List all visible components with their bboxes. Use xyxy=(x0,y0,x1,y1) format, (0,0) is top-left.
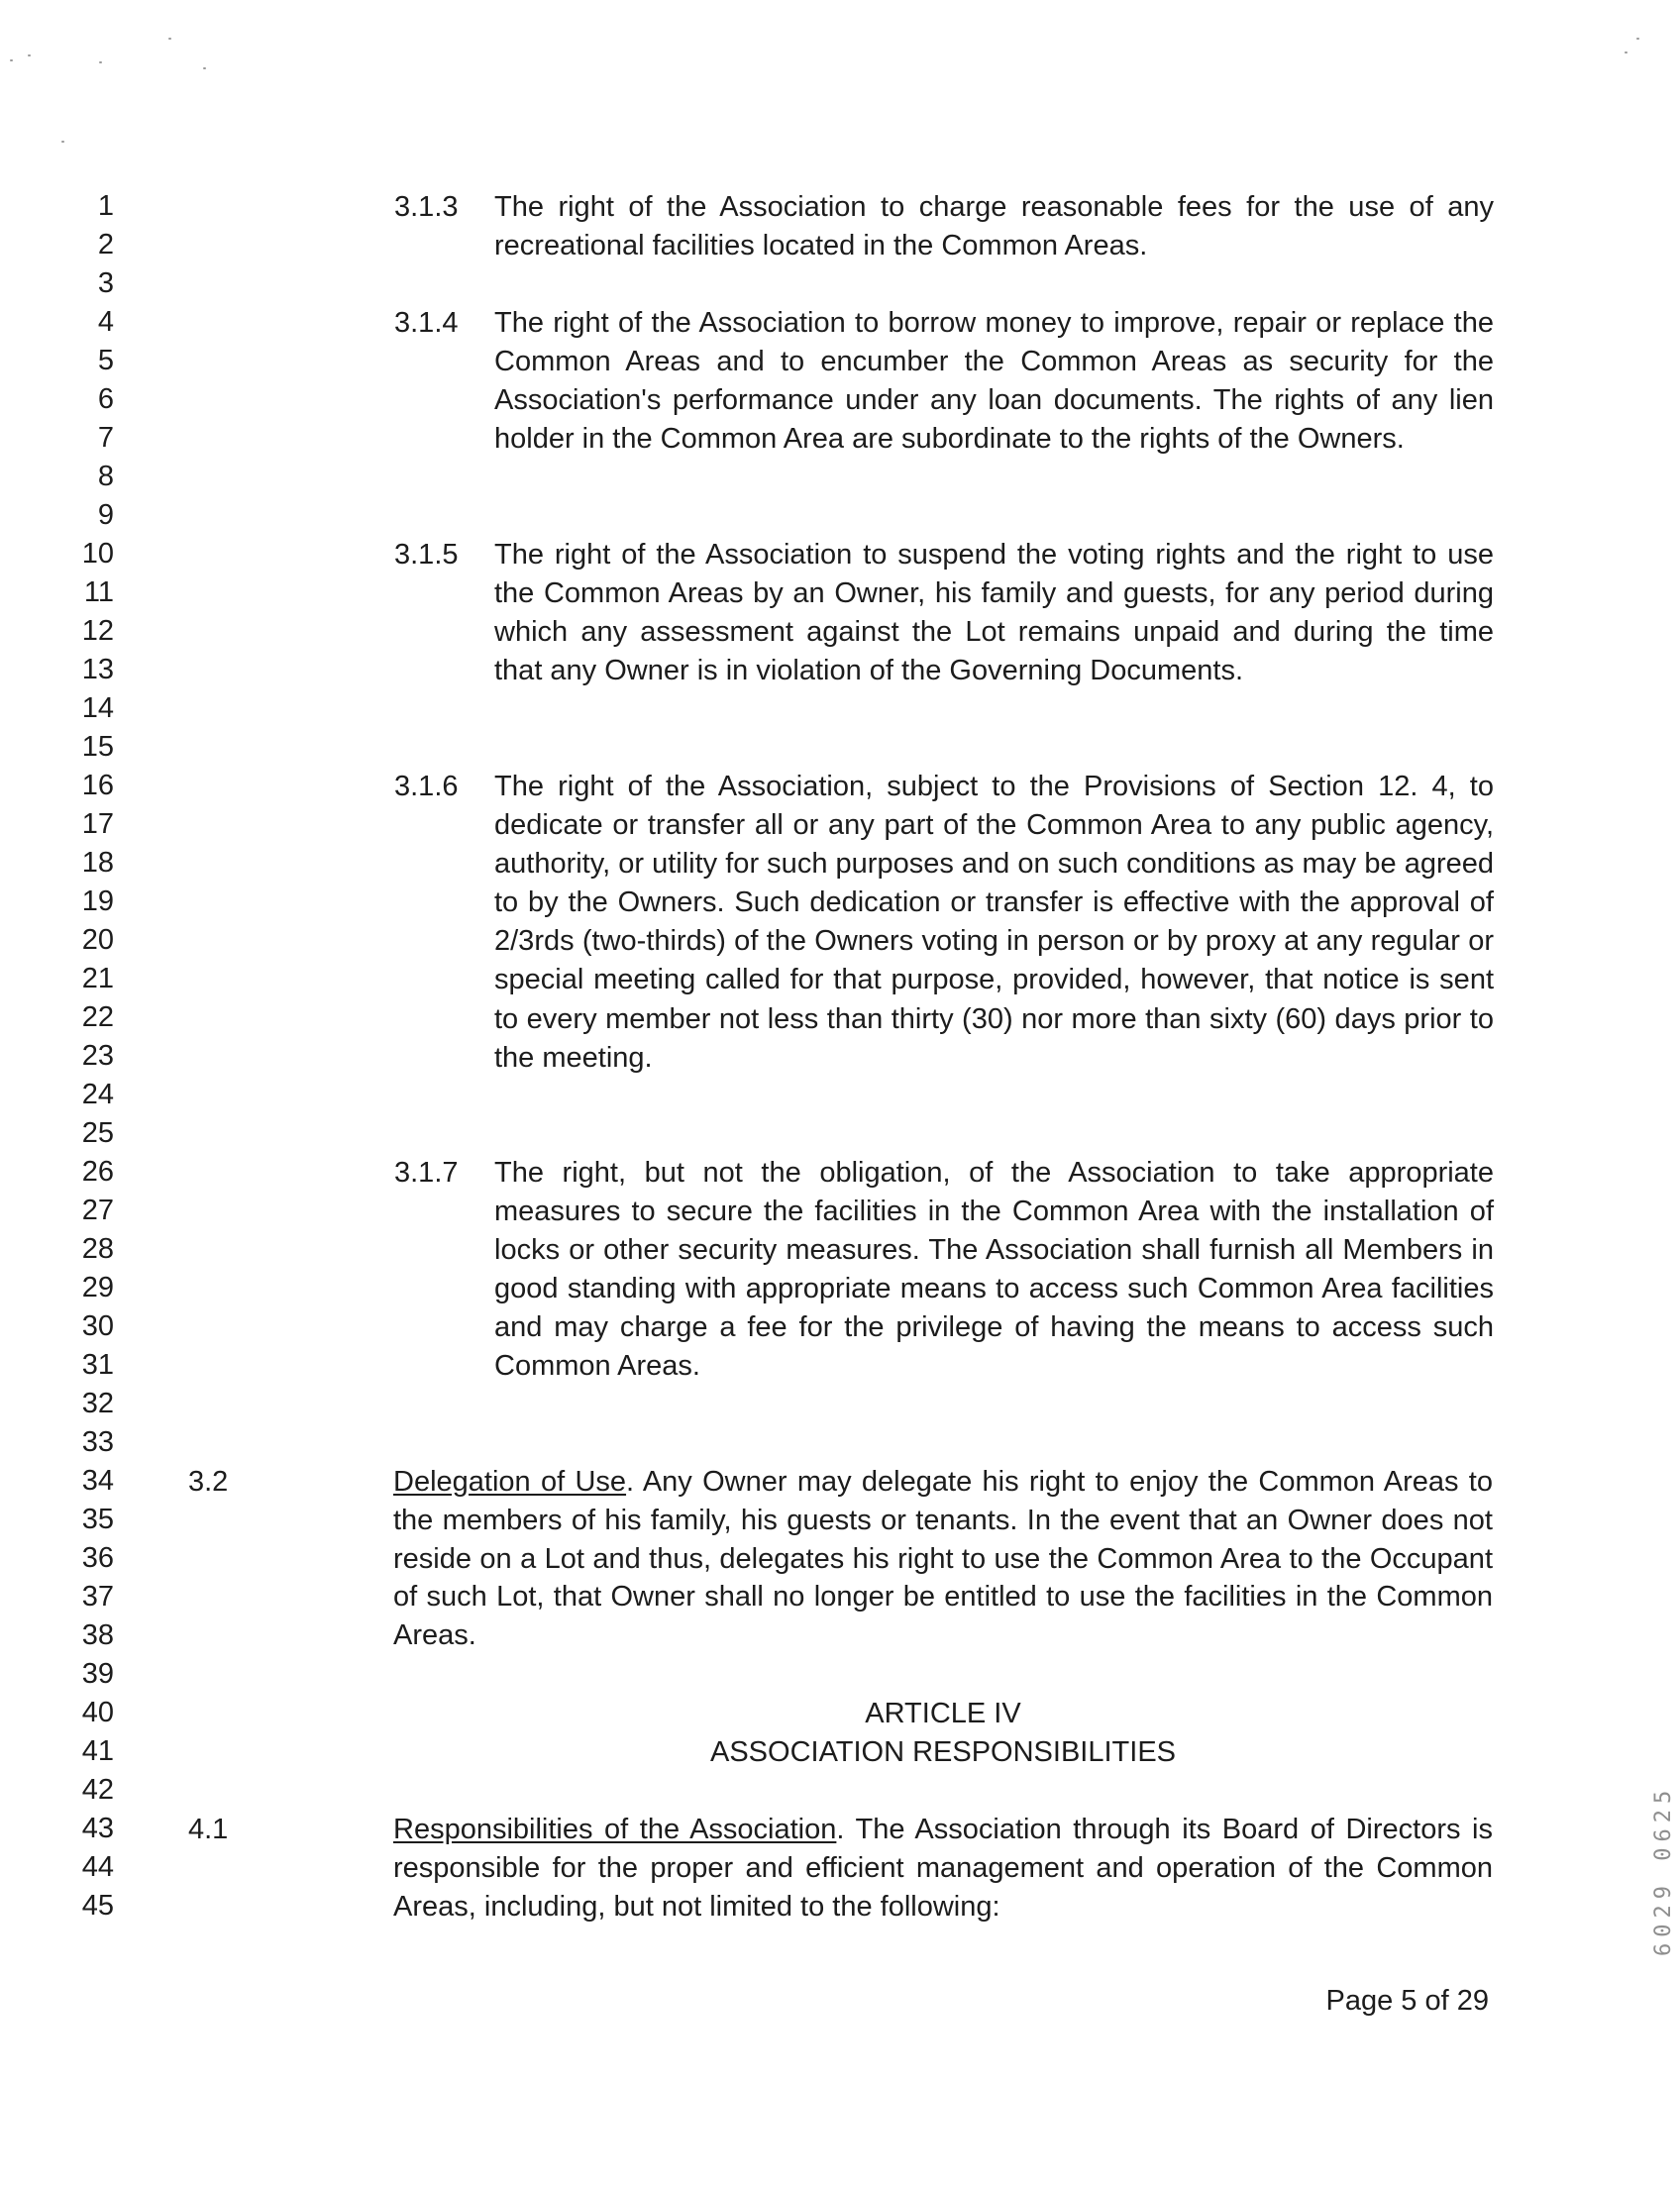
page-number: Page 5 of 29 xyxy=(1325,1985,1489,2017)
line-number: 12 xyxy=(81,615,114,647)
line-number: 25 xyxy=(81,1117,114,1149)
scan-speck xyxy=(1625,52,1628,53)
line-number: 9 xyxy=(97,499,114,531)
scan-speck xyxy=(1636,38,1639,40)
line-number: 39 xyxy=(81,1658,114,1690)
line-number: 14 xyxy=(81,692,114,724)
line-number: 1 xyxy=(97,190,114,222)
subsection-text: The right of the Association to charge reasonable fees for the use of any recreational facilities located in the Common Areas. xyxy=(494,191,1494,262)
recording-stamp: 6029 0625 xyxy=(1651,1784,1676,1956)
scan-speck xyxy=(168,38,171,40)
section-heading-delegation-of-use: Delegation of Use xyxy=(393,1466,627,1498)
line-number: 32 xyxy=(81,1388,114,1419)
section-number-3-2: 3.2 xyxy=(188,1466,229,1498)
line-number: 10 xyxy=(81,538,114,570)
section-text: . The Association through its Board of Directors is responsible for the proper and efficient management and operation of the Common Areas, including, but not limited to the following: xyxy=(393,1814,1494,1923)
line-number: 4 xyxy=(97,306,114,338)
line-number: 24 xyxy=(81,1079,114,1110)
line-number: 17 xyxy=(81,808,114,840)
line-number: 38 xyxy=(81,1619,114,1651)
line-number-column xyxy=(0,0,139,2187)
subsection-text: The right, but not the obligation, of the Association to take appropriate measures to secure the facilities in the Common Area with the installation of locks or other security measures. The Association shall furnish all Members in good standing with appropriate means to access such Common Area facilities and may charge a fee for the privilege of having the means to access such Common Areas. xyxy=(494,1157,1494,1383)
line-number: 11 xyxy=(83,576,114,608)
section-3-2 xyxy=(393,1463,1493,1655)
section-heading-responsibilities: Responsibilities of the Association xyxy=(393,1814,837,1845)
section-4-1 xyxy=(393,1811,1493,1926)
line-number: 8 xyxy=(97,461,114,492)
line-number: 33 xyxy=(81,1426,114,1458)
line-number: 22 xyxy=(81,1001,114,1033)
line-number: 20 xyxy=(81,924,114,956)
line-number: 19 xyxy=(81,885,114,917)
line-number: 13 xyxy=(81,654,114,685)
article-number: ARTICLE IV xyxy=(865,1698,1021,1729)
section-text: . Any Owner may delegate his right to enjoy the Common Areas to the members of his family, his guests or tenants. In the event that an Owner does not reside on a Lot and thus, delegates his right to use the Common Area to the Occupant of such Lot, that Owner shall no longer be entitled to use the facilities in the Common Areas. xyxy=(393,1466,1493,1652)
line-number: 6 xyxy=(97,383,114,415)
line-number: 18 xyxy=(81,847,114,879)
line-number: 43 xyxy=(81,1813,114,1844)
subsection-number: 3.1.4 xyxy=(394,307,459,339)
subsection-text: The right of the Association to borrow money to improve, repair or replace the Common Areas and to encumber the Common Areas as security for the Association's performance under any loan documents. The rights of any lien holder in the Common Area are subordinate to the rights of the Owners. xyxy=(494,307,1494,456)
line-number: 16 xyxy=(81,770,114,801)
line-number: 36 xyxy=(81,1542,114,1574)
line-number: 37 xyxy=(81,1581,114,1613)
subsection-text: The right of the Association to suspend the voting rights and the right to use the Common Areas by an Owner, his family and guests, for any period during which any assessment against the Lot remains unpaid and during the time that any Owner is in violation of the Governing Documents. xyxy=(494,539,1494,687)
line-number: 3 xyxy=(97,267,114,299)
section-number-4-1: 4.1 xyxy=(188,1814,229,1845)
line-number: 30 xyxy=(81,1310,114,1342)
scan-speck xyxy=(203,67,206,69)
subsection-text: The right of the Association, subject to the Provisions of Section 12. 4, to dedicate or transfer all or any part of the Common Area to any public agency, authority, or utility for such purposes and on such conditions as may be agreed to by the Owners. Such dedication or transfer is effective with the approval of 2/3rds (two-thirds) of the Owners voting in person or by proxy at any regular or special meeting called for that purpose, provided, however, that notice is sent to every member not less than thirty (30) nor more than sixty (60) days prior to the meeting. xyxy=(494,771,1494,1074)
line-number: 15 xyxy=(81,731,114,763)
line-number: 28 xyxy=(81,1233,114,1265)
subsection-number: 3.1.6 xyxy=(394,771,459,802)
line-number: 27 xyxy=(81,1195,114,1226)
subsection-number: 3.1.7 xyxy=(394,1157,459,1189)
line-number: 44 xyxy=(81,1851,114,1883)
line-number: 42 xyxy=(81,1774,114,1806)
line-number: 31 xyxy=(81,1349,114,1381)
line-number: 45 xyxy=(81,1890,114,1922)
line-number: 29 xyxy=(81,1272,114,1303)
line-number: 34 xyxy=(81,1465,114,1497)
line-number: 26 xyxy=(81,1156,114,1188)
line-number: 7 xyxy=(97,422,114,454)
subsection-number: 3.1.5 xyxy=(394,539,459,571)
line-number: 35 xyxy=(81,1504,114,1535)
line-number: 5 xyxy=(97,345,114,376)
line-number: 40 xyxy=(81,1697,114,1728)
subsection-number: 3.1.3 xyxy=(394,191,459,223)
line-number: 41 xyxy=(81,1735,114,1767)
line-number: 21 xyxy=(81,963,114,994)
line-number: 23 xyxy=(81,1040,114,1072)
article-title: ASSOCIATION RESPONSIBILITIES xyxy=(709,1736,1177,1768)
line-number: 2 xyxy=(97,229,114,260)
